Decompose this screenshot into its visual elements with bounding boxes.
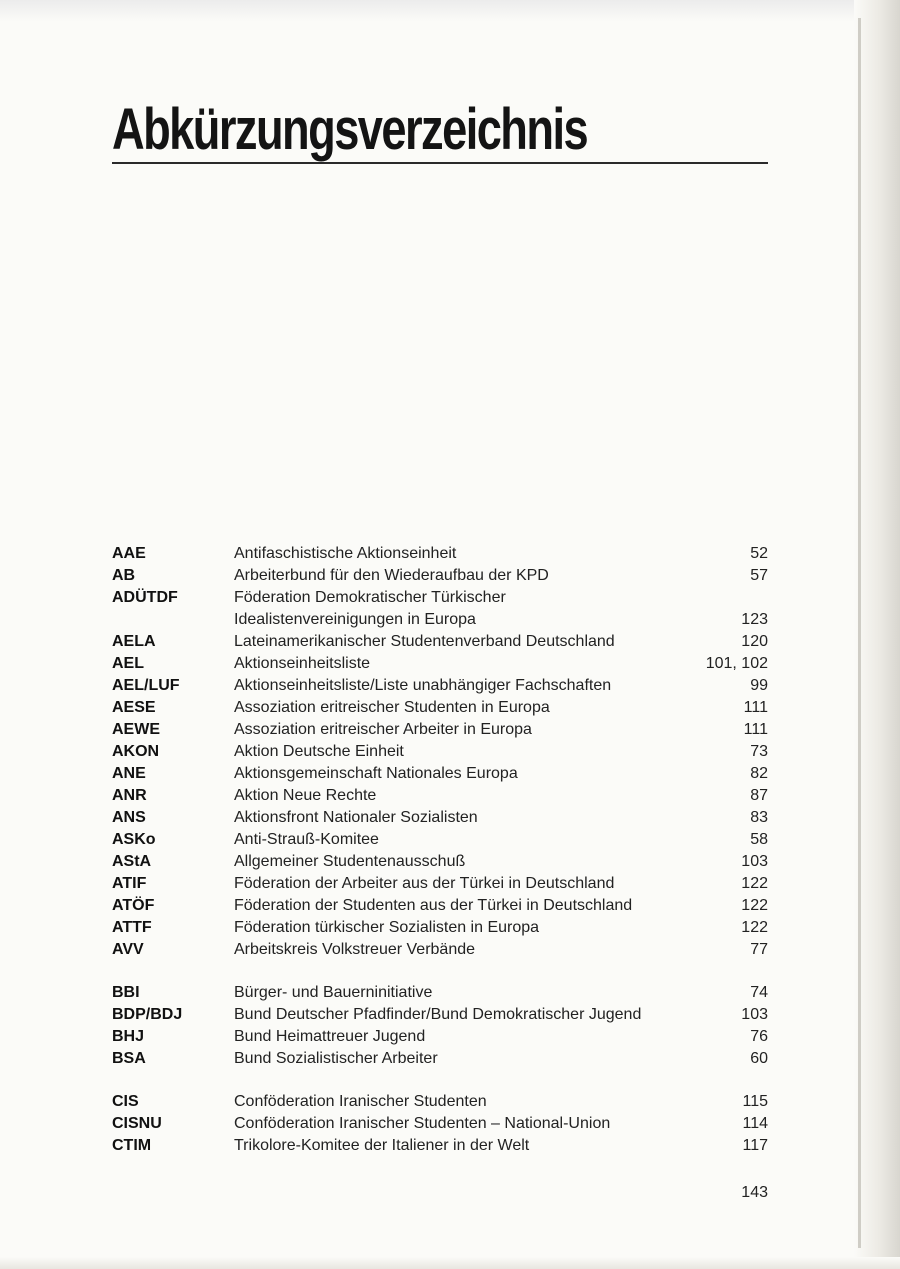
- abbreviation-description: [234, 763, 768, 785]
- page-reference: 60: [750, 1050, 768, 1067]
- description-text: Föderation der Arbeiter aus der Türkei in Deutschland: [234, 875, 615, 892]
- description-text: Aktionsfront Nationaler Sozialisten: [234, 809, 478, 826]
- description-text: Anti-Strauß-Komitee: [234, 831, 379, 848]
- abbreviation: BHJ: [112, 1028, 145, 1045]
- page-reference: 73: [750, 743, 768, 760]
- description-text: Arbeiterbund für den Wiederaufbau der KPD: [234, 567, 549, 584]
- page-binding-edge: [858, 18, 861, 1248]
- abbreviation-entry: [112, 939, 768, 961]
- abbreviation-description: [234, 895, 768, 917]
- abbreviation: ANS: [112, 809, 146, 826]
- abbreviation-entry: [112, 1048, 768, 1070]
- page-reference: 115: [742, 1093, 768, 1110]
- abbreviation-entry: [112, 653, 768, 675]
- page-reference: 123: [741, 611, 768, 628]
- abbreviation: AESE: [112, 699, 156, 716]
- abbreviation-entry: [112, 675, 768, 697]
- description-text: Antifaschistische Aktionseinheit: [234, 545, 457, 562]
- abbreviation-description: [234, 1048, 768, 1070]
- abbreviation: CIS: [112, 1093, 139, 1110]
- abbreviation-description: [234, 675, 768, 697]
- abbreviation-description: [234, 851, 768, 873]
- abbreviation-description: [234, 1004, 768, 1026]
- abbreviation-description: [234, 807, 768, 829]
- abbreviation: BSA: [112, 1050, 146, 1067]
- page-bottom-shadow: [0, 1257, 900, 1269]
- abbreviation-description: [234, 697, 768, 719]
- abbreviation-description: [234, 1091, 768, 1113]
- abbreviation: CISNU: [112, 1115, 162, 1132]
- abbreviation-entry: [112, 829, 768, 851]
- description-text: Aktionseinheitsliste/Liste unabhängiger Fachschaften: [234, 677, 612, 694]
- abbreviation: ADÜTDF: [112, 589, 178, 606]
- abbreviation-entry: [112, 873, 768, 895]
- abbreviation-entry: [112, 741, 768, 763]
- abbreviation-list: [112, 543, 768, 1178]
- abbreviation-description: [234, 917, 768, 939]
- abbreviation-entry: [112, 1091, 768, 1113]
- abbreviation: BDP/BDJ: [112, 1006, 183, 1023]
- abbreviation-group: [112, 982, 768, 1070]
- abbreviation: AVV: [112, 941, 144, 958]
- abbreviation: AStA: [112, 853, 152, 870]
- page-number: 143: [741, 1184, 768, 1201]
- abbreviation-entry: [112, 917, 768, 939]
- page-reference: 52: [750, 545, 768, 562]
- page-reference: 83: [750, 809, 768, 826]
- description-text: Aktion Deutsche Einheit: [234, 743, 404, 760]
- abbreviation-entry: [112, 697, 768, 719]
- description-text: Conföderation Iranischer Studenten – National-Union: [234, 1115, 611, 1132]
- abbreviation: AEWE: [112, 721, 160, 738]
- abbreviation-description: [234, 631, 768, 653]
- description-text: Aktion Neue Rechte: [234, 787, 377, 804]
- page-reference: 111: [743, 699, 768, 716]
- abbreviation-description: [234, 565, 768, 587]
- abbreviation-description: [234, 543, 768, 565]
- page-reference: 58: [750, 831, 768, 848]
- page-title: Abkürzungsverzeichnis: [112, 97, 588, 162]
- abbreviation-entry: [112, 895, 768, 917]
- page-reference: 87: [750, 787, 768, 804]
- abbreviation: ANE: [112, 765, 146, 782]
- title-rule: [112, 162, 768, 164]
- page-reference: 122: [741, 897, 768, 914]
- abbreviation-entry: [112, 763, 768, 785]
- abbreviation-description: [234, 1113, 768, 1135]
- abbreviation-description: [234, 1135, 768, 1157]
- abbreviation: ANR: [112, 787, 147, 804]
- page-reference: 117: [742, 1137, 768, 1154]
- description-text: Allgemeiner Studentenausschuß: [234, 853, 466, 870]
- abbreviation-entry: [112, 631, 768, 653]
- abbreviation: AEL/LUF: [112, 677, 180, 694]
- abbreviation-entry: [112, 1135, 768, 1157]
- description-text: Föderation Demokratischer Türkischer: [234, 589, 506, 606]
- abbreviation: BBI: [112, 984, 140, 1001]
- abbreviation-description: [234, 1026, 768, 1048]
- description-text: Arbeitskreis Volkstreuer Verbände: [234, 941, 476, 958]
- description-text: Assoziation eritreischer Studenten in Europa: [234, 699, 550, 716]
- page-reference: 57: [750, 567, 768, 584]
- abbreviation-entry: [112, 807, 768, 829]
- description-text: Bund Heimattreuer Jugend: [234, 1028, 426, 1045]
- abbreviation: ATIF: [112, 875, 147, 892]
- description-text: Aktionsgemeinschaft Nationales Europa: [234, 765, 518, 782]
- abbreviation-description: [234, 829, 768, 851]
- page-reference: 99: [750, 677, 768, 694]
- abbreviation-entry: [112, 851, 768, 873]
- description-text: Conföderation Iranischer Studenten: [234, 1093, 487, 1110]
- page-reference: 77: [750, 941, 768, 958]
- description-text-continued: Idealistenvereinigungen in Europa: [234, 611, 476, 628]
- description-text: Aktionseinheitsliste: [234, 655, 371, 672]
- page-reference: 114: [742, 1115, 768, 1132]
- page-top-shadow: [0, 0, 900, 22]
- description-text: Bürger- und Bauerninitiative: [234, 984, 433, 1001]
- abbreviation: CTIM: [112, 1137, 152, 1154]
- page-reference: 76: [750, 1028, 768, 1045]
- abbreviation-description: [234, 653, 768, 675]
- page-reference: 122: [741, 919, 768, 936]
- page-reference: 101, 102: [705, 655, 768, 672]
- abbreviation-entry: [112, 565, 768, 587]
- description-text: Lateinamerikanischer Studentenverband Deutschland: [234, 633, 615, 650]
- page-reference: 103: [741, 853, 768, 870]
- abbreviation: AEL: [112, 655, 144, 672]
- description-text: Trikolore-Komitee der Italiener in der Welt: [234, 1137, 530, 1154]
- abbreviation: AKON: [112, 743, 160, 760]
- abbreviation-description: [234, 719, 768, 741]
- abbreviation-entry: [112, 982, 768, 1004]
- page-reference: 103: [741, 1006, 768, 1023]
- abbreviation-description: [234, 939, 768, 961]
- abbreviation-entry: [112, 1113, 768, 1135]
- abbreviation: ASKo: [112, 831, 156, 848]
- description-text: Bund Deutscher Pfadfinder/Bund Demokratischer Jugend: [234, 1006, 642, 1023]
- page-reference: 74: [750, 984, 768, 1001]
- abbreviation: AAE: [112, 545, 146, 562]
- abbreviation: AB: [112, 567, 136, 584]
- description-text: Föderation der Studenten aus der Türkei in Deutschland: [234, 897, 633, 914]
- description-text: Föderation türkischer Sozialisten in Europa: [234, 919, 540, 936]
- abbreviation-entry: [112, 719, 768, 741]
- abbreviation-entry: [112, 587, 768, 631]
- abbreviation-description: [234, 587, 768, 631]
- abbreviation-entry: [112, 785, 768, 807]
- page-reference: 122: [741, 875, 768, 892]
- abbreviation-description: [234, 982, 768, 1004]
- abbreviation-group: [112, 1091, 768, 1157]
- description-text: Assoziation eritreischer Arbeiter in Europa: [234, 721, 532, 738]
- abbreviation-description: [234, 873, 768, 895]
- abbreviation: ATTF: [112, 919, 152, 936]
- page-reference: 120: [741, 633, 768, 650]
- page-reference: 82: [750, 765, 768, 782]
- abbreviation-description: [234, 785, 768, 807]
- abbreviation-description: [234, 741, 768, 763]
- description-text: Bund Sozialistischer Arbeiter: [234, 1050, 438, 1067]
- abbreviation-entry: [112, 1026, 768, 1048]
- abbreviation: ATÖF: [112, 897, 155, 914]
- abbreviation-entry: [112, 1004, 768, 1026]
- page-reference: 111: [743, 721, 768, 738]
- abbreviation-group: [112, 543, 768, 961]
- abbreviation-entry: [112, 543, 768, 565]
- abbreviation: AELA: [112, 633, 156, 650]
